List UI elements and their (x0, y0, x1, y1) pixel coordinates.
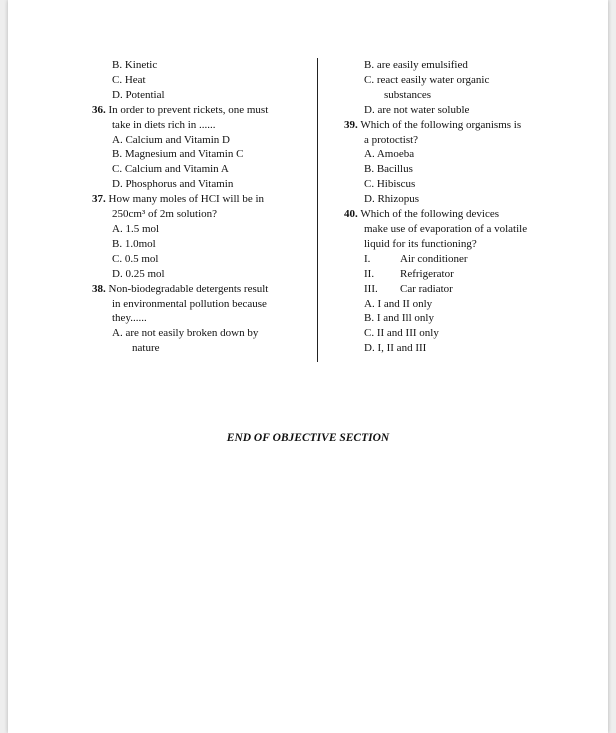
q37-number: 37. (92, 193, 106, 206)
q39-stem-text1: Which of the following organisms is (360, 118, 522, 131)
q40-option-b: B. I and Ill only (364, 312, 434, 325)
q40-number: 40. (344, 208, 358, 221)
q40-option-d: D. I, II and III (364, 342, 427, 355)
q39-option-a: A. Amoeba (364, 148, 415, 161)
q38-option-c: C. react easily water organic (364, 73, 490, 86)
q40-stem-line3: liquid for its functioning? (364, 237, 477, 250)
q40-item-3 (344, 282, 559, 297)
q40-option-a: A. I and II only (364, 297, 433, 310)
q36-stem-line2: take in diets rich in ...... (112, 118, 216, 131)
q36-stem-text1: In order to prevent rickets, one must (108, 103, 269, 116)
left-column (92, 58, 302, 356)
q39-option-d: D. Rhizopus (364, 193, 419, 206)
q40-item-2-text: Refrigerator (400, 267, 454, 280)
q40-stem-line2: make use of evaporation of a volatile (364, 222, 528, 235)
q40-stem-text1: Which of the following devices (360, 208, 499, 221)
q38-option-c-cont: substances (384, 88, 432, 101)
q37-option-a: A. 1.5 mol (112, 222, 160, 235)
q39-stem-line2: a protoctist? (364, 133, 419, 146)
column-divider (317, 58, 318, 362)
q39-option-c: C. Hibiscus (364, 178, 416, 191)
q40-item-1 (344, 252, 559, 267)
q36-option-c: C. Calcium and Vitamin A (112, 163, 229, 176)
q38-stem-line3: they...... (112, 312, 147, 325)
q40-item-1-roman: I. (364, 252, 371, 265)
q36-number: 36. (92, 103, 106, 116)
q37-option-c: C. 0.5 mol (112, 252, 159, 265)
q38-stem-line1 (92, 282, 302, 297)
q36-stem-line1 (92, 103, 302, 118)
q40-item-2 (344, 267, 559, 282)
q38-option-a-cont: nature (132, 342, 160, 355)
q39-stem-line1 (344, 118, 559, 133)
q35-option-b: B. Kinetic (112, 59, 158, 71)
q39-number: 39. (344, 118, 358, 131)
q37-stem-text1: How many moles of HCI will be in (108, 193, 265, 206)
q36-option-b: B. Magnesium and Vitamin C (112, 148, 244, 161)
q38-option-b: B. are easily emulsified (364, 59, 468, 71)
q37-stem-line1 (92, 192, 302, 207)
q38-option-a: A. are not easily broken down by (112, 327, 259, 340)
q40-item-1-text: Air conditioner (400, 252, 468, 265)
q38-option-d: D. are not water soluble (364, 103, 470, 116)
q40-item-3-roman: III. (364, 282, 378, 295)
q35-option-c: C. Heat (112, 73, 146, 86)
q37-stem-line2: 250cm³ of 2m solution? (112, 208, 218, 221)
q38-stem-text1: Non-biodegradable detergents result (108, 282, 269, 295)
right-column (344, 58, 559, 356)
document-page (8, 0, 608, 733)
q37-option-d: D. 0.25 mol (112, 267, 165, 280)
q40-option-c: C. II and III only (364, 327, 439, 340)
q39-option-b: B. Bacillus (364, 163, 413, 176)
q40-item-2-roman: II. (364, 267, 375, 280)
q40-item-3-text: Car radiator (400, 282, 453, 295)
q36-option-a: A. Calcium and Vitamin D (112, 133, 230, 146)
q38-number: 38. (92, 282, 106, 295)
section-end-footer: END OF OBJECTIVE SECTION (226, 432, 390, 444)
q36-option-d: D. Phosphorus and Vitamin (112, 178, 234, 191)
q40-stem-line1 (344, 207, 559, 222)
q38-stem-line2: in environmental pollution because (112, 297, 267, 310)
q37-option-b: B. 1.0mol (112, 237, 156, 250)
q35-option-d: D. Potential (112, 88, 165, 101)
